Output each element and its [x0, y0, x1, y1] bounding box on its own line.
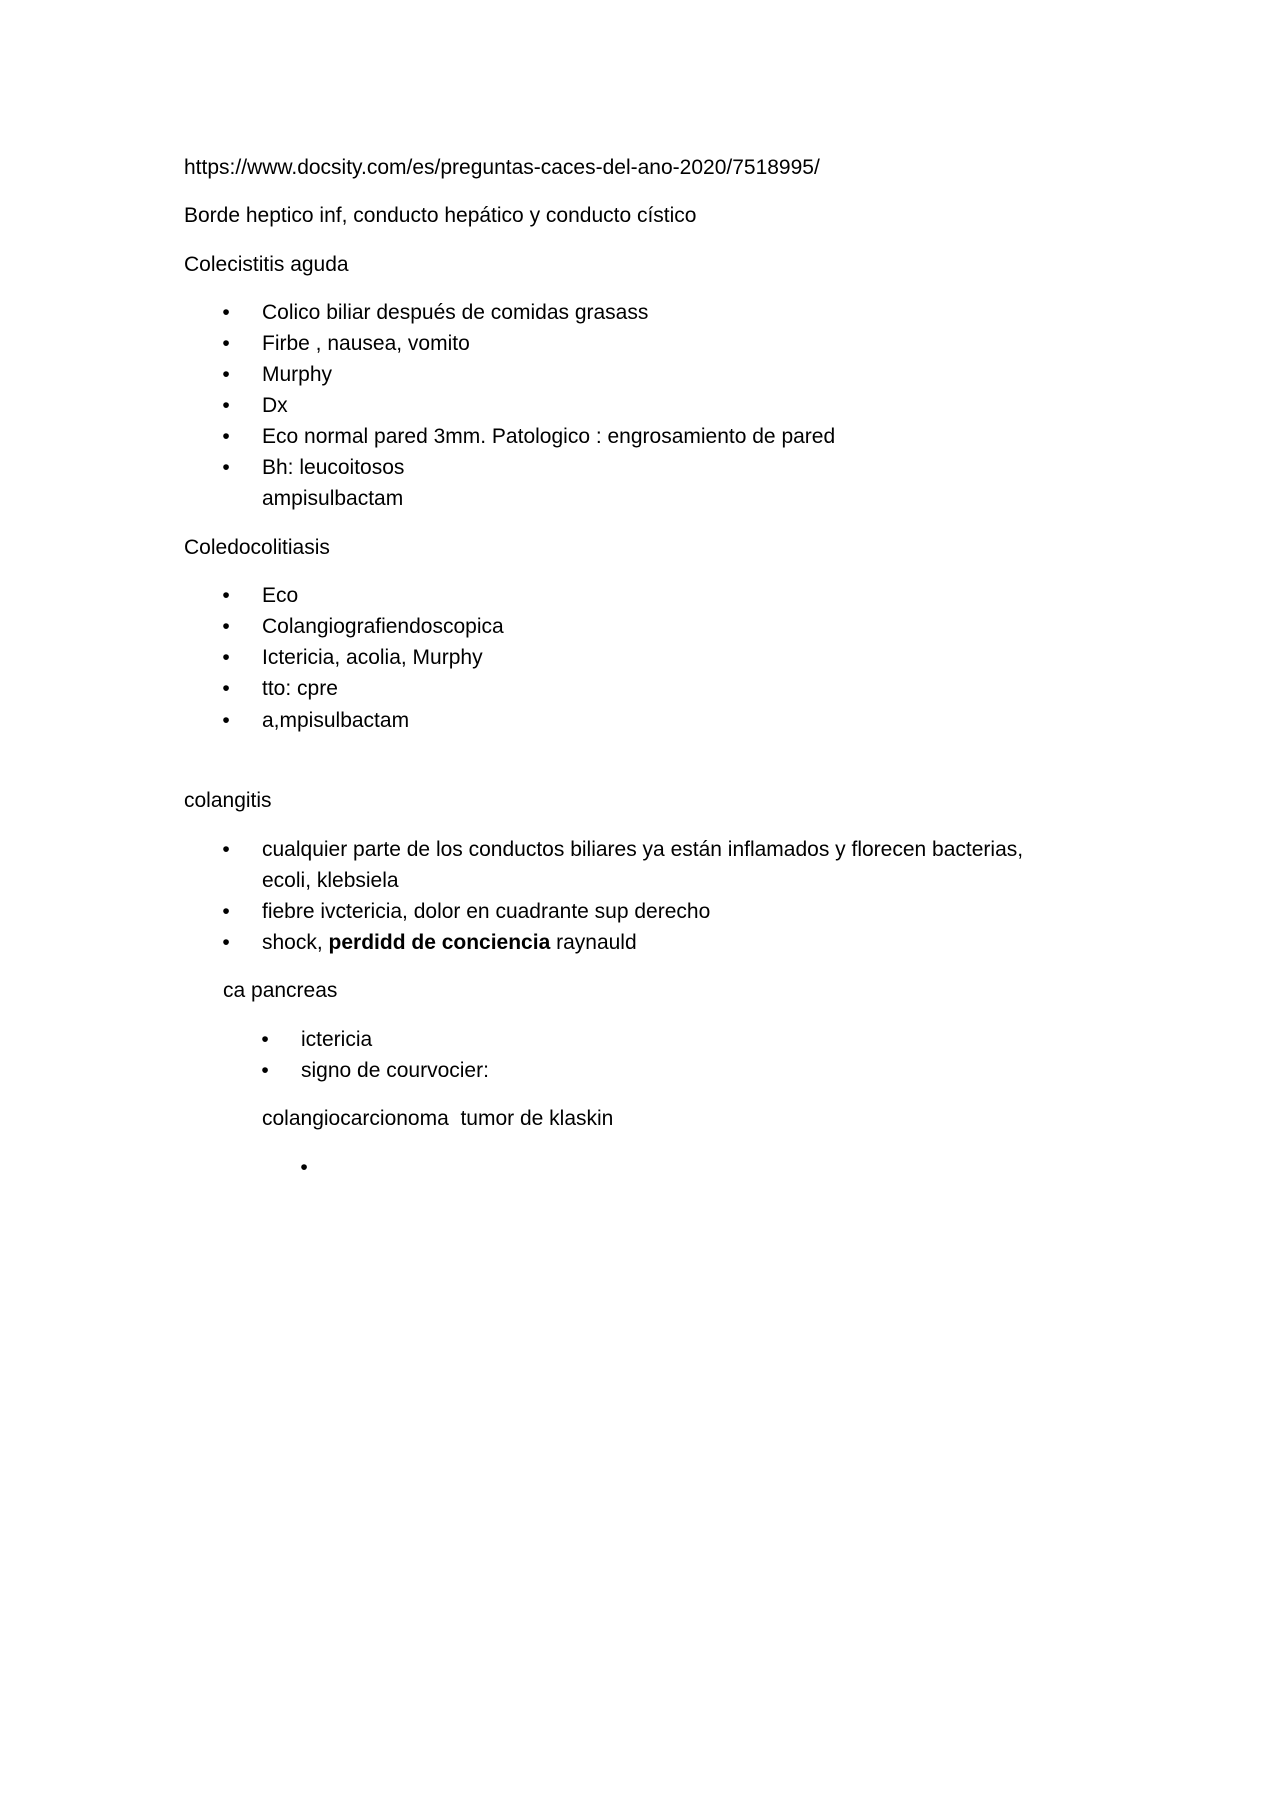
bullet-icon: • [222, 394, 230, 417]
list-item-text-pre: shock, [262, 931, 329, 954]
bullet-icon: • [222, 838, 230, 861]
list-item-text: Eco normal pared 3mm. Patologico : engrosamiento de pared [262, 425, 836, 448]
bullet-icon: • [222, 584, 230, 607]
bullet-icon: • [222, 615, 230, 638]
list-item-text: a,mpisulbactam [262, 709, 410, 732]
bullet-icon: • [300, 1156, 308, 1179]
bullet-icon: • [222, 709, 230, 732]
list-item-text: Colico biliar después de comidas grasass [262, 301, 649, 324]
list-item-text: Dx [262, 394, 288, 417]
heading-text: colangiocarcionoma tumor de klaskin [262, 1107, 614, 1130]
list-item-text: Murphy [262, 363, 333, 386]
list-item-text: cualquier parte de los conductos biliares ya están inflamados y florecen bacterias, ecoli, klebsiela [262, 838, 1024, 892]
section-heading-coledocolitiasis: Coledocolitiasis [184, 536, 330, 559]
section-heading-ca-pancreas: ca pancreas [223, 979, 338, 1002]
list-item-text [262, 927, 1042, 958]
list-item-text: Ictericia, acolia, Murphy [262, 646, 483, 669]
bullet-icon: • [222, 646, 230, 669]
bullet-icon: • [222, 332, 230, 355]
bullet-icon: • [222, 931, 230, 954]
list-item-text: ictericia [301, 1028, 373, 1051]
list-item-text: Colangiografiendoscopica [262, 615, 504, 638]
bullet-icon: • [222, 456, 230, 479]
list-item-text: ampisulbactam [262, 487, 404, 510]
bullet-icon: • [261, 1059, 269, 1082]
list-item-text: Eco [262, 584, 299, 607]
list-item-text: Bh: leucoitosos [262, 456, 405, 479]
bullet-icon: • [222, 425, 230, 448]
intro-line: Borde heptico inf, conducto hepático y conducto cístico [184, 204, 697, 227]
section-heading-colangiocarcinoma [262, 1103, 613, 1134]
list-item-text: fiebre ivctericia, dolor en cuadrante sup derecho [262, 900, 711, 923]
section-heading-colecistitis: Colecistitis aguda [184, 253, 349, 276]
bold-text: perdidd de conciencia [328, 931, 551, 954]
bullet-icon: • [222, 363, 230, 386]
list-item-text-post: raynauld [550, 931, 637, 954]
bullet-icon: • [222, 301, 230, 324]
url-line[interactable]: https://www.docsity.com/es/preguntas-caces-del-ano-2020/7518995/ [184, 156, 820, 179]
bullet-icon: • [261, 1028, 269, 1051]
section-heading-colangitis: colangitis [184, 789, 272, 812]
bullet-icon: • [222, 677, 230, 700]
bullet-icon: • [222, 900, 230, 923]
list-item-text: Firbe , nausea, vomito [262, 332, 470, 355]
list-item-text: signo de courvocier: [301, 1059, 489, 1082]
list-item-text: tto: cpre [262, 677, 338, 700]
